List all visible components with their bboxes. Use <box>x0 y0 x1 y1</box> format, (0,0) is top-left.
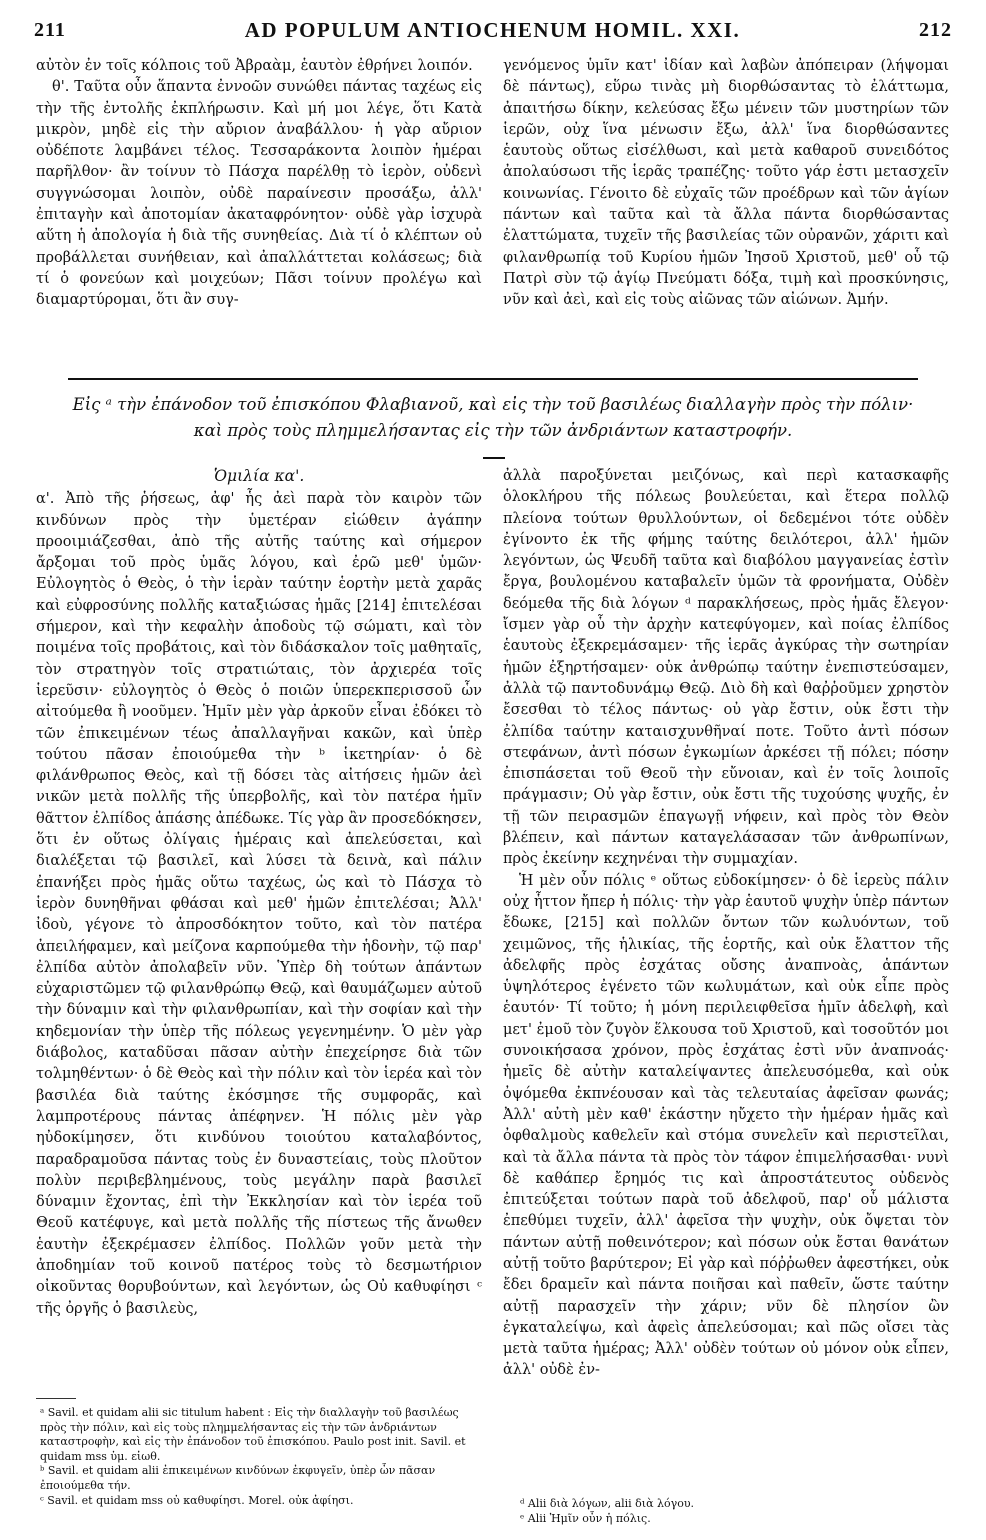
paragraph: γενόμενος ὑμῖν κατ' ἰδίαν καὶ λαβὼν ἀπόπειραν (λήψομαι δὲ πάντως), εὕρω τινὰς μὴ διορθώσαντας τὸ ἐλάττωμα, ἀπαιτήσω δίκην, κελεύσας ἔξω μένειν τῶν μυστηρίων τῶν ἱερῶν, οὐχ ἵνα μένωσιν ἔξω, ἀλλ' ἵνα διορθώσαντες ἑαυτοὺς οὕτως εἰσέλθωσι, καὶ μετὰ καθαροῦ συνειδότος ἀπολαύσωσι τῆς ἱερᾶς τραπέζης· τοῦτο γάρ ἐστι μετασχεῖν κοινωνίας. Γένοιτο δὲ εὐχαῖς τῶν προέδρων καὶ τῶν ἁγίων πάντων καὶ ταῦτα καὶ τὰ ἄλλα πάντα διορθώσαντας ἐλαττώματα, τυχεῖν τῆς βασιλείας τῶν οὐρανῶν, χάριτι καὶ φιλανθρωπίᾳ τοῦ Κυρίου ἡμῶν Ἰησοῦ Χριστοῦ, μεθ' οὗ τῷ Πατρὶ σὺν τῷ ἁγίῳ Πνεύματι δόξα, τιμὴ καὶ προσκύνησις, νῦν καὶ ἀεὶ, καὶ εἰς τοὺς αἰῶνας τῶν αἰώνων. Ἀμήν. <box>503 58 949 309</box>
running-title: AD POPULUM ANTIOCHENUM HOMIL. XXI. <box>244 17 741 42</box>
homily-heading-line-2: καὶ πρὸς τοὺς πλημμελήσαντας εἰς τὴν τῶν ἀνδριάντων καταστροφήν. <box>193 421 793 440</box>
footnote-a: ᵃ Savil. et quidam alii sic titulum habent : Εἰς τὴν διαλλαγὴν τοῦ βασιλέως πρὸς τὴν πόλιν, καὶ εἰς τοὺς πλημμελήσαντας εἰς τὴν τῶν ἀνδριάντων καταστροφὴν, καὶ εἰς τὴν ἐπάνοδον τοῦ ἐπισκόπου. Paulo post init. Savil. et quidam mss ὑμ. εἰωθ. <box>40 1406 466 1463</box>
top-right-column <box>503 56 949 312</box>
paragraph: θ'. Ταῦτα οὖν ἅπαντα ἐννοῶν συνώθει πάντας ταχέως εἰς τὴν τῆς ἐντολῆς ἐκπλήρωσιν. Καὶ μή μοι λέγε, ὅτι Κατὰ μικρὸν, μηδὲ εἰς τὴν αὔριον ἀναβάλλου· ἡ γὰρ αὔριον οὐδέποτε λαμβάνει τέλος. Τεσσαράκοντα λοιπὸν ἡμέραι παρῆλθον· ἂν τοίνυν τὸ Πάσχα παρέλθῃ τὸ ἱερὸν, οὐδενὶ συγγνώσομαι λοιπὸν, οὐδὲ παραίνεσιν προσάξω, ἀλλ' ἐπιταγὴν καὶ ἀποτομίαν ἀκαταφρόνητον· οὐδὲ γὰρ ἰσχυρὰ αὕτη ἡ ἀπολογία ἡ διὰ τῆς συνηθείας. Διὰ τί ὁ κλέπτων οὐ προβάλλεται συνήθειαν, καὶ ἀπαλλάττεται κολάσεως; διὰ τί ὁ φονεύων καὶ μοιχεύων; Πᾶσι τοίνυν προλέγω καὶ διαμαρτύρομαι, ὅτι ἂν συγ- <box>36 79 482 309</box>
top-left-column <box>36 56 482 312</box>
homily-heading <box>36 392 950 444</box>
footnote-d: ᵈ Alii διὰ λόγων, alii διὰ λόγου. <box>520 1497 695 1510</box>
homily-number: Ὁμιλία κα'. <box>213 467 305 485</box>
section-divider <box>68 378 918 380</box>
footnotes-left <box>40 1406 480 1508</box>
bottom-left-column <box>36 466 482 1320</box>
paragraph: α'. Ἀπὸ τῆς ῥήσεως, ἀφ' ἧς ἀεὶ παρὰ τὸν καιρὸν τῶν κινδύνων πρὸς τὴν ὑμετέραν εἰώθειν ἀγάπην προοιμιάζεσθαι, ἀπὸ τῆς αὐτῆς ταύτης καὶ σήμερον ἄρξομαι τοῦ πρὸς ὑμᾶς λόγου, καὶ ἐρῶ μεθ' ὑμῶν· Εὐλογητὸς ὁ Θεὸς, ὁ τὴν ἱερὰν ταύτην ἑορτὴν μετὰ χαρᾶς καὶ εὐφροσύνης πολλῆς καταξιώσας ἡμᾶς [214] ἐπιτελέσαι σήμερον, καὶ τὴν κεφαλὴν ἀποδοὺς τῷ σώματι, καὶ τὸν ποιμένα τοῖς προβάτοις, καὶ τὸν διδάσκαλον τοῖς μαθηταῖς, τὸν στρατηγὸν τοῖς στρατιώταις, τὸν ἀρχιερέα τοῖς ἱερεῦσιν· εὐλογητὸς ὁ Θεὸς ὁ ποιῶν ὑπερεκπερισσοῦ ὧν αἰτούμεθα ἢ νοοῦμεν. Ἡμῖν μὲν γὰρ ἀρκοῦν εἶναι ἐδόκει τὸ τῶν ἐπικειμένων τέως ἀπαλλαγῆναι κακῶν, καὶ ὑπὲρ τούτου πᾶσαν ἐποιούμεθα τὴν ᵇ ἱκετηρίαν· ὁ δὲ φιλάνθρωπος Θεὸς, καὶ τῇ δόσει τὰς αἰτήσεις ἡμῶν ἀεὶ νικῶν μετὰ πολλῆς τῆς ὑπερβολῆς, καὶ τὸν πατέρα ἡμῖν θᾶττον ἐλπίδος ἁπάσης ἀπέδωκε. Τίς γὰρ ἂν προσεδόκησεν, ὅτι ἐν οὕτως ὀλίγαις ἡμέραις καὶ ἀπελεύσεται, καὶ διαλέξεται τῷ βασιλεῖ, καὶ λύσει τὰ δεινὰ, καὶ πάλιν ἐπανήξει πρὸς ἡμᾶς οὕτω ταχέως, ὡς καὶ τὸ Πάσχα τὸ ἱερὸν δυνηθῆναι φθάσαι καὶ μεθ' ἡμῶν ἐπιτελέσαι; Ἀλλ' ἰδοὺ, γέγονε τὸ ἀπροσδόκητον τοῦτο, καὶ τὸν πατέρα ἀπειλήφαμεν, καὶ μείζονα καρπούμεθα τὴν ἡδονὴν, τῷ παρ' ἐλπίδα αὐτὸν ἀπολαβεῖν νῦν. Ὑπὲρ δὴ τούτων ἁπάντων εὐχαριστῶμεν τῷ φιλανθρώπῳ Θεῷ, καὶ θαυμάζωμεν αὐτοῦ τὴν δύναμιν καὶ τὴν φιλανθρωπίαν, καὶ τὴν σοφίαν καὶ τὴν κηδεμονίαν τὴν ὑπὲρ τῆς πόλεως γεγενημένην. Ὁ μὲν γὰρ διάβολος, καταδῦσαι πᾶσαν αὐτὴν ἐπεχείρησε διὰ τῶν τολμηθέντων· ὁ δὲ Θεὸς καὶ τὴν πόλιν καὶ τὸν ἱερέα καὶ τὸν βασιλέα διὰ ταύτης ἐκόσμησε τῆς συμφορᾶς, καὶ λαμπροτέρους πάντας ἀπέφηνεν. Ἡ πόλις μὲν γὰρ ηὐδοκίμησεν, ὅτι κινδύνου τοιούτου καταλαβόντος, παραδραμοῦσα πάντας τοὺς ἐν δυναστείαις, τοὺς πλοῦτον πολὺν περιβεβλημένους, τοὺς μεγάλην παρὰ βασιλεῖ δύναμιν ἔχοντας, ἐπὶ τὴν Ἐκκλησίαν καὶ τὸν ἱερέα τοῦ Θεοῦ κατέφυγε, καὶ μετὰ πολλῆς τῆς πίστεως τῆς ἄνωθεν ἑαυτὴν ἐξεκρέμασεν ἐλπίδος. Πολλῶν γοῦν μετὰ τὴν ἀποδημίαν τοῦ κοινοῦ πατέρος τοὺς τὸ δεσμωτήριον οἰκοῦντας θορυβούντων, καὶ λεγόντων, ὡς Οὐ καθυφίησι ᶜ τῆς ὀργῆς ὁ βασιλεὺς, <box>36 491 482 1317</box>
paragraph: Ἡ μὲν οὖν πόλις ᵉ οὕτως εὐδοκίμησεν· ὁ δὲ ἱερεὺς πάλιν οὐχ ἧττον ἤπερ ἡ πόλις· τὴν γὰρ ἑαυτοῦ ψυχὴν ὑπὲρ πάντων ἔδωκε, [215] καὶ πολλῶν ὄντων τῶν κωλυόντων, τοῦ χειμῶνος, τῆς ἡλικίας, τῆς ἑορτῆς, καὶ οὐκ ἔλαττον τῆς ἀδελφῆς πρὸς ἐσχάτας οὔσης ἀναπνοὰς, ἁπάντων ὑψηλότερος ἐγένετο τῶν κωλυμάτων, καὶ οὐκ εἶπε πρὸς ἑαυτόν· Τί τοῦτο; ἡ μόνη περιλειφθεῖσα ἡμῖν ἀδελφὴ, καὶ μετ' ἐμοῦ τὸν ζυγὸν ἕλκουσα τοῦ Χριστοῦ, καὶ τοσοῦτόν μοι συνοικήσασα χρόνον, πρὸς ἐσχάτας ἐστὶ νῦν ἀναπνοάς· ἡμεῖς δὲ αὐτὴν καταλείψαντες ἀπελευσόμεθα, καὶ οὐκ ὀψόμεθα ἐκπνέουσαν καὶ τὰς τελευταίας ἀφεῖσαν φωνάς; Ἀλλ' αὐτὴ μὲν καθ' ἑκάστην ηὔχετο τὴν ἡμέραν ἡμᾶς καὶ ὀφθαλμοὺς καθελεῖν καὶ στόμα συνελεῖν καὶ περιστεῖλαι, καὶ τὰ ἄλλα πάντα τὰ πρὸς τὸν τάφον ἐπιμελήσασθαι· νυνὶ δὲ καθάπερ ἔρημός τις καὶ ἀπροστάτευτος οὐδενὸς ἐπιτεύξεται τούτων παρὰ τοῦ ἀδελφοῦ, παρ' οὗ μάλιστα ἐπεθύμει τυχεῖν, ἀλλ' ἀφεῖσα τὴν ψυχὴν, οὐκ ὄψεται τὸν πάντων αὐτῇ ποθεινότερον; καὶ πόσων οὐκ ἔσται θανάτων αὐτῇ τοῦτο βαρύτερον; Εἰ γὰρ καὶ πόῤῥωθεν ἀφεστήκει, οὐκ ἔδει δραμεῖν καὶ πάντα ποιῆσαι καὶ παθεῖν, ὥστε ταύτην αὐτῇ παρασχεῖν τὴν χάριν; νῦν δὲ πλησίον ὢν ἐγκαταλείψω, καὶ ἀφεὶς ἀπελεύσομαι; καὶ πῶς οἴσει τὰς μετὰ ταῦτα ἡμέρας; Ἀλλ' οὐδὲν τούτων οὐ μόνον οὐκ εἶπεν, ἀλλ' οὐδὲ ἐν- <box>503 872 949 1379</box>
paragraph: αὐτὸν ἐν τοῖς κόλποις τοῦ Ἀβραὰμ, ἑαυτὸν ἐθρήνει λοιπόν. <box>36 58 473 74</box>
left-page-number: 211 <box>34 18 66 41</box>
running-header <box>34 16 952 44</box>
footnote-b: ᵇ Savil. et quidam alii ἐπικειμένων κινδύνων ἐκφυγεῖν, ὑπὲρ ὧν πᾶσαν ἐποιούμεθα τήν. <box>40 1464 436 1492</box>
right-page-number: 212 <box>919 18 952 41</box>
footnote-c: ᶜ Savil. et quidam mss οὐ καθυφίησι. Morel. οὐκ ἀφίησι. <box>40 1493 354 1507</box>
short-divider <box>483 457 505 459</box>
homily-heading-line-1: Εἰς ᵃ τὴν ἐπάνοδον τοῦ ἐπισκόπου Φλαβιανοῦ, καὶ εἰς τὴν τοῦ βασιλέως διαλλαγὴν πρὸς τὴν πόλιν· <box>72 395 914 414</box>
footnote-separator <box>36 1398 76 1399</box>
paragraph: ἀλλὰ παροξύνεται μειζόνως, καὶ περὶ κατασκαφῆς ὁλοκλήρου τῆς πόλεως βουλεύεται, καὶ ἕτερα πολλῷ πλείονα τούτων θρυλλούντων, οἱ δεδεμένοι τότε οὐδὲν ἐγίνοντο ἐκ τῆς φήμης ταύτης δειλότεροι, ἀλλ' ἡμῶν λεγόντων, ὡς Ψευδῆ ταῦτα καὶ διαβόλου μαγγανείας ἐστὶν ἔργα, βουλομένου καταβαλεῖν ὑμῶν τὰ φρονήματα, Οὐδὲν δεόμεθα τῆς διὰ λόγων ᵈ παρακλήσεως, πρὸς ἡμᾶς ἔλεγον· ἴσμεν γὰρ οὗ τὴν ἀρχὴν κατεφύγομεν, καὶ ποίας ἐλπίδος ἑαυτοὺς ἐξεκρεμάσαμεν· τῆς ἱερᾶς ἀγκύρας τὴν σωτηρίαν ἡμῶν ἐξηρτήσαμεν· οὐκ ἀνθρώπῳ ταύτην ἐνεπιστεύσαμεν, ἀλλὰ τῷ παντοδυνάμῳ Θεῷ. Διὸ δὴ καὶ θαῤῥοῦμεν χρηστὸν ἔσεσθαι τὸ τέλος πάντως· οὐ γὰρ ἔστιν, οὐκ ἔστι τὴν ἐλπίδα ταύτην καταισχυνθῆναί ποτε. Τοῦτο ἀντὶ πόσων στεφάνων, ἀντὶ πόσων ἐγκωμίων ἀρκέσει τῇ πόλει; πόσην ἐπισπάσεται τοῦ Θεοῦ τὴν εὔνοιαν, καὶ ἐν τοῖς λοιποῖς πράγμασιν; Οὐ γὰρ ἔστιν, οὐκ ἔστι τῆς τυχούσης ψυχῆς, ἐν τῇ τῶν πειρασμῶν ἐπαγωγῇ νήφειν, καὶ πρὸς τὸν Θεὸν βλέπειν, καὶ πάντων καταγελάσασαν τῶν ἀνθρωπίνων, πρὸς ἐκείνην κεχηνέναι τὴν συμμαχίαν. <box>503 468 949 868</box>
footnote-e: ᵉ Alii Ἡμῖν οὖν ἡ πόλις. <box>520 1511 651 1525</box>
bottom-right-column <box>503 466 949 1382</box>
footnotes-right <box>520 1497 940 1526</box>
